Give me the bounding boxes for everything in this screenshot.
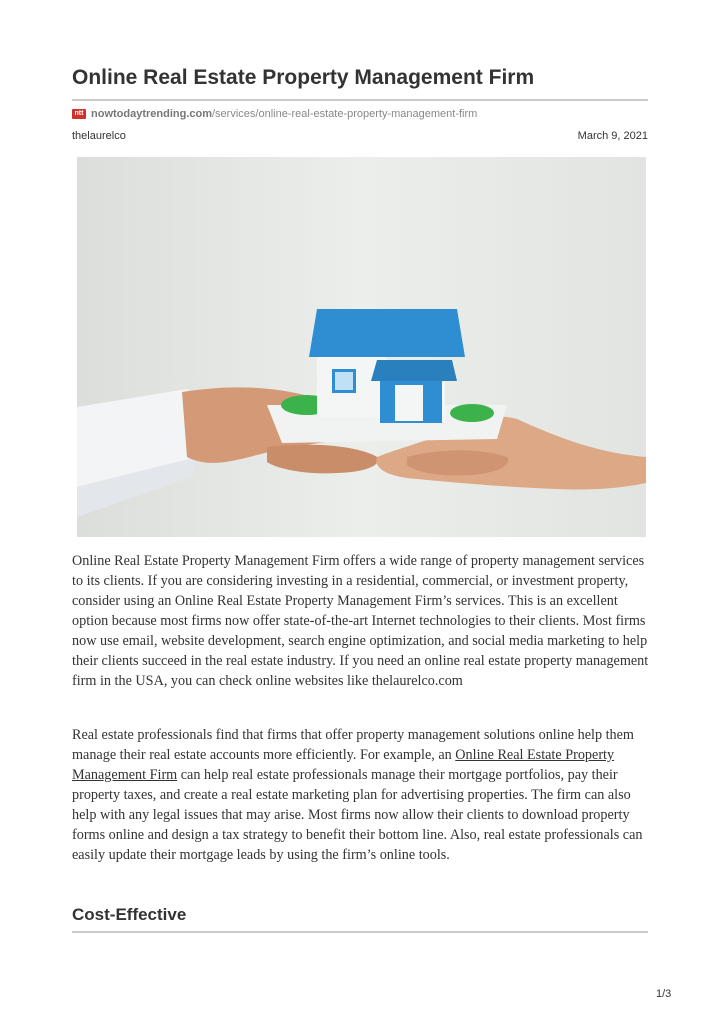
- source-logo-icon: ntt: [72, 109, 86, 119]
- section-heading-cost-effective: Cost-Effective: [72, 905, 187, 924]
- paragraph-2-text-b: can help real estate professionals manage their mortgage portfolios, pay their property taxes, and create a real estate marketing plan for advertising properties. The firm can also help with any legal issues that may arise. Most firms now allow their clients to download property forms online and design a tax strategy to benefit their bottom line. Also, real estate professionals can easily update their mortgage leads by using the firm’s online tools.: [72, 767, 643, 863]
- paragraph-2: [72, 725, 650, 865]
- source-domain-link[interactable]: nowtodaytrending.com: [91, 108, 212, 120]
- source-path[interactable]: /services/online-real-estate-property-management-firm: [212, 108, 478, 120]
- paragraph-1: Online Real Estate Property Management Firm offers a wide range of property management services to its clients. If you are considering investing in a residential, commercial, or investment property, consider using an Online Real Estate Property Management Firm’s services. This is an excellent option because most firms now offer state-of-the-art Internet technologies to their clients. Most firms now use email, website development, search engine optimization, and social media marketing to help their clients succeed in the real estate industry. If you need an online real estate property management firm in the USA, you can check online websites like thelaurelco.com: [72, 553, 649, 689]
- source-line: [72, 108, 477, 120]
- property-management-firm-link[interactable]: Online Real Estate Property Management Firm: [72, 747, 615, 783]
- hero-image: [77, 157, 646, 537]
- page-number: 1/3: [656, 988, 672, 1000]
- publish-date: March 9, 2021: [577, 130, 648, 142]
- house-in-hands-illustration: [77, 157, 646, 537]
- author-name: thelaurelco: [72, 130, 126, 142]
- title-divider: [72, 99, 648, 101]
- section-divider: [72, 931, 648, 933]
- article-title: Online Real Estate Property Management Firm: [72, 66, 535, 89]
- paragraph-2-text-a: Real estate professionals find that firms that offer property management solutions online help them manage their real estate accounts more efficiently. For example, an: [72, 727, 634, 763]
